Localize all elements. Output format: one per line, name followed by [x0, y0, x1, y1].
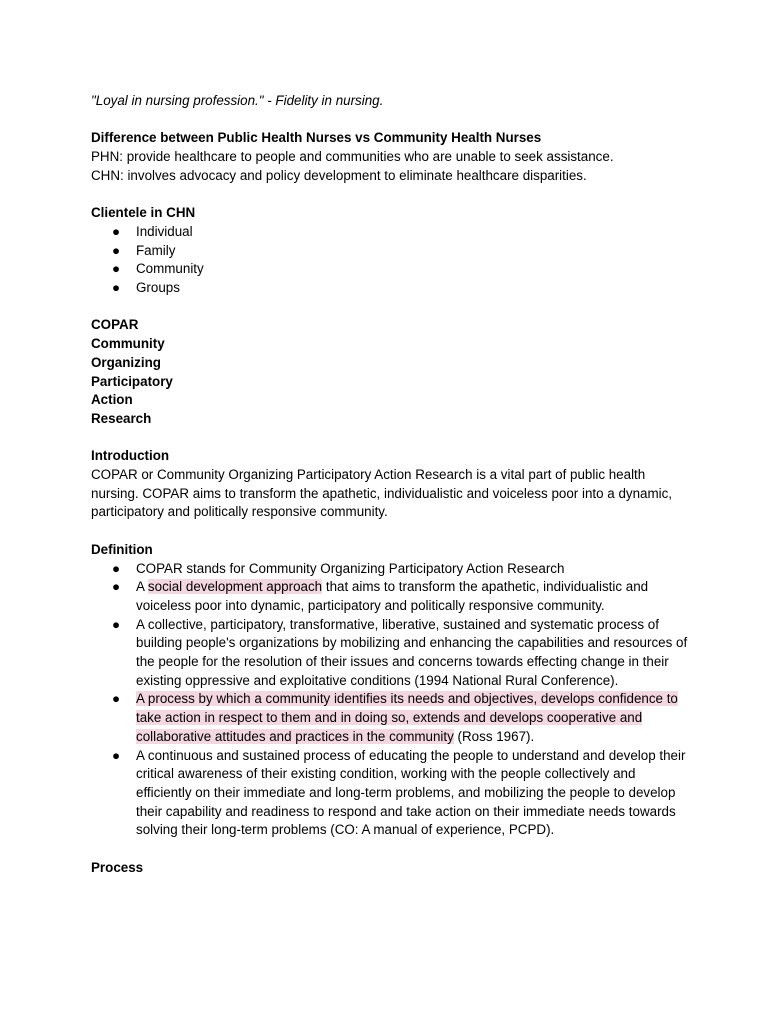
list-item	[91, 560, 691, 579]
bullet-icon: ●	[112, 616, 121, 632]
copar-line: Participatory	[91, 373, 173, 389]
process-heading: Process	[91, 859, 144, 875]
highlighted-text: A process by which a community identifies its needs and objectives, develops confidence to take action in respect to them and in doing so, extends and develops cooperative and collaborative attitudes and practices in the community	[136, 691, 678, 744]
definition-item-post: (Ross 1967).	[453, 728, 535, 744]
bullet-icon: ●	[112, 579, 121, 595]
spacer	[91, 522, 691, 541]
introduction-heading: Introduction	[91, 448, 170, 464]
definition-list	[91, 560, 691, 841]
fidelity-quote: "Loyal in nursing profession." - Fidelity in nursing.	[91, 93, 384, 108]
definition-item-text: A continuous and sustained process of educating the people to understand and develop their critical awareness of their existing condition, working with the people collectively and efficiently on their immediate and long-term problems, and mobilizing the people to develop their capability and readiness to respond and take action on their immediate needs towards solving their long-term problems (CO: A manual of experience, PCPD).	[136, 747, 686, 838]
bullet-icon: ●	[112, 560, 121, 576]
list-item	[91, 690, 691, 746]
clientele-item-groups: Groups	[136, 280, 180, 295]
phn-definition: PHN: provide healthcare to people and communities who are unable to seek assistance.	[91, 149, 614, 165]
definition-item-post: that aims to transform the apathetic, individualistic and voiceless poor into dynamic, participatory and politically responsive community.	[136, 579, 649, 613]
list-item	[91, 260, 691, 279]
difference-heading: Difference between Public Health Nurses vs Community Health Nurses	[91, 130, 542, 146]
introduction-text: COPAR or Community Organizing Participatory Action Research is a vital part of public health nursing. COPAR aims to transform the apathetic, individualistic and voiceless poor into a dynamic, participatory and politically responsive community.	[91, 467, 673, 520]
highlighted-text: social development approach	[147, 579, 323, 595]
spacer	[91, 840, 691, 859]
copar-line: COPAR	[91, 317, 139, 333]
clientele-item-individual: Individual	[136, 223, 193, 239]
definition-item-pre: A	[136, 579, 148, 595]
copar-line: Organizing	[91, 354, 161, 370]
document-page	[91, 92, 691, 877]
list-item	[91, 223, 691, 242]
list-item	[91, 279, 691, 298]
spacer	[91, 111, 691, 130]
clientele-list	[91, 223, 691, 298]
chn-definition: CHN: involves advocacy and policy development to eliminate healthcare disparities.	[91, 167, 587, 183]
bullet-icon: ●	[112, 747, 121, 763]
list-item	[91, 747, 691, 841]
bullet-icon: ●	[112, 223, 121, 239]
bullet-icon: ●	[112, 280, 121, 295]
list-item	[91, 578, 691, 615]
bullet-icon: ●	[112, 242, 121, 258]
spacer	[91, 429, 691, 448]
definition-item-text: A collective, participatory, transformative, liberative, sustained and systematic process of building people's organizations by mobilizing and enhancing the capabilities and resources of the people for the resolution of their issues and concerns towards effecting change in their existing oppressive and exploitative conditions (1994 National Rural Conference).	[136, 616, 688, 688]
clientele-heading: Clientele in CHN	[91, 205, 196, 221]
clientele-item-community: Community	[136, 261, 204, 277]
list-item	[91, 616, 691, 691]
bullet-icon: ●	[112, 691, 121, 707]
copar-line: Action	[91, 392, 133, 408]
spacer	[91, 298, 691, 317]
definition-heading: Definition	[91, 541, 153, 557]
copar-acronym-block	[91, 316, 691, 428]
spacer	[91, 186, 691, 205]
clientele-item-family: Family	[136, 242, 176, 258]
copar-line: Research	[91, 410, 152, 426]
definition-item-text: COPAR stands for Community Organizing Participatory Action Research	[136, 560, 565, 576]
copar-line: Community	[91, 336, 165, 352]
list-item	[91, 242, 691, 261]
bullet-icon: ●	[112, 261, 121, 277]
